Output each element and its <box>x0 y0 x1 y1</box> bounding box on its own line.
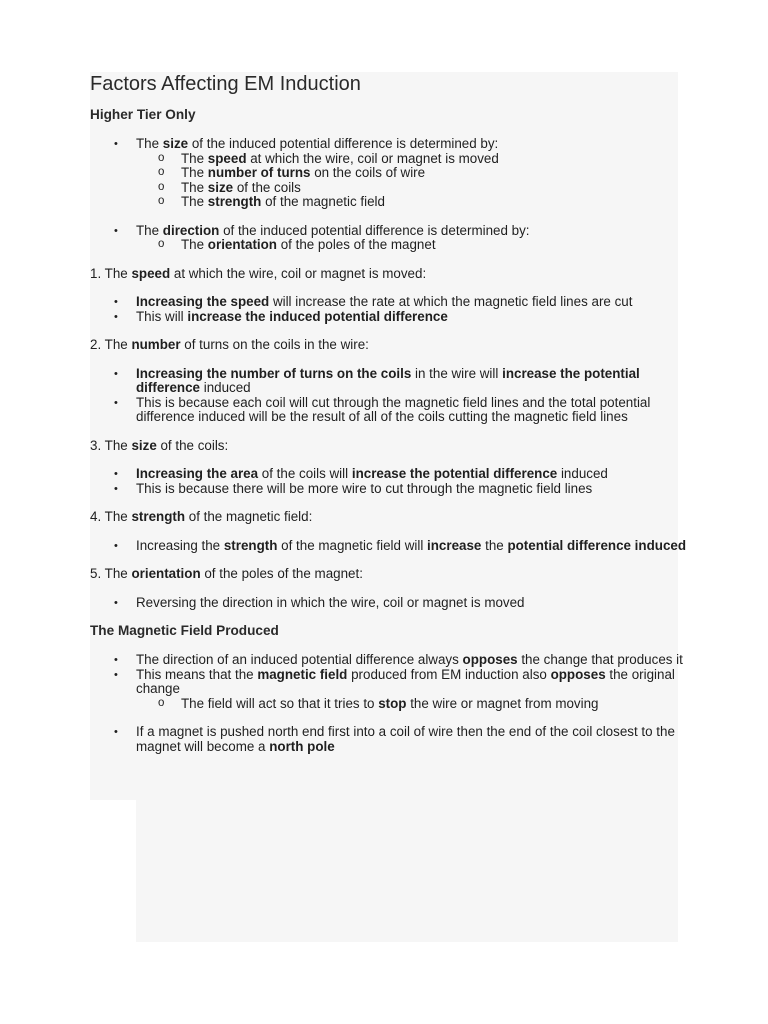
list-item: • This means that the magnetic field produced from EM induction also opposes the original change o The field will act so that it tries to stop the wire or magnet from moving <box>136 668 690 712</box>
list-item: • If a magnet is pushed north end first into a coil of wire then the end of the coil closest to the magnet will become a north pole <box>136 725 690 754</box>
factor-heading-orientation: 5. The orientation of the poles of the magnet: <box>90 566 363 581</box>
sub-list-item: o The number of turns on the coils of wire <box>181 166 690 181</box>
bullet-list <box>90 367 690 425</box>
factor-heading-speed: 1. The speed at which the wire, coil or magnet is moved: <box>90 265 427 281</box>
sub-list-item: o The field will act so that it tries to stop the wire or magnet from moving <box>181 697 690 712</box>
factor-heading-strength: 4. The strength of the magnetic field: <box>90 509 313 524</box>
list-item: • The direction of the induced potential difference is determined by: o The orientation of the poles of the magnet <box>136 224 690 253</box>
document-body <box>90 70 690 754</box>
bullet-list <box>90 137 690 253</box>
bullet-list <box>90 596 690 611</box>
bullet-list <box>90 539 690 554</box>
sub-list-item: o The size of the coils <box>181 181 690 196</box>
list-item: • This is because there will be more wire to cut through the magnetic field lines <box>136 482 690 497</box>
list-item: • The direction of an induced potential difference always opposes the change that produces it <box>136 653 690 668</box>
sub-list <box>136 238 690 253</box>
sub-list <box>136 697 690 712</box>
sub-list-item: o The speed at which the wire, coil or magnet is moved <box>181 152 690 167</box>
section-heading-higher-tier: Higher Tier Only <box>90 107 196 122</box>
list-item: • This is because each coil will cut through the magnetic field lines and the total potential difference induced will be the result of all of the coils cutting the magnetic field lines <box>136 396 690 425</box>
list-item: • Increasing the area of the coils will increase the potential difference induced <box>136 467 690 482</box>
list-item: • Increasing the strength of the magnetic field will increase the potential difference induced <box>136 539 690 554</box>
list-item: • Increasing the speed will increase the rate at which the magnetic field lines are cut <box>136 295 690 310</box>
list-item: • This will increase the induced potential difference <box>136 310 690 325</box>
factor-heading-number: 2. The number of turns on the coils in the wire: <box>90 337 369 352</box>
list-item: • Reversing the direction in which the wire, coil or magnet is moved <box>136 596 690 611</box>
bullet-list <box>90 653 690 754</box>
shade-left-gap <box>90 800 136 942</box>
sub-list-item: o The orientation of the poles of the magnet <box>181 238 690 253</box>
list-item: • The size of the induced potential difference is determined by: o The speed at which the wire, coil or magnet is moved o The number of turns on the coils of wire o The size of the coils o The strength of the magnetic field <box>136 137 690 210</box>
section-heading-magnetic-field: The Magnetic Field Produced <box>90 623 279 638</box>
bullet-list <box>90 295 690 324</box>
bullet-list <box>90 467 690 496</box>
sub-list <box>136 152 690 210</box>
list-item: • Increasing the number of turns on the coils in the wire will increase the potential difference induced <box>136 367 690 396</box>
factor-heading-size: 3. The size of the coils: <box>90 437 229 453</box>
page-title: Factors Affecting EM Induction <box>90 73 361 95</box>
sub-list-item: o The strength of the magnetic field <box>181 195 690 210</box>
